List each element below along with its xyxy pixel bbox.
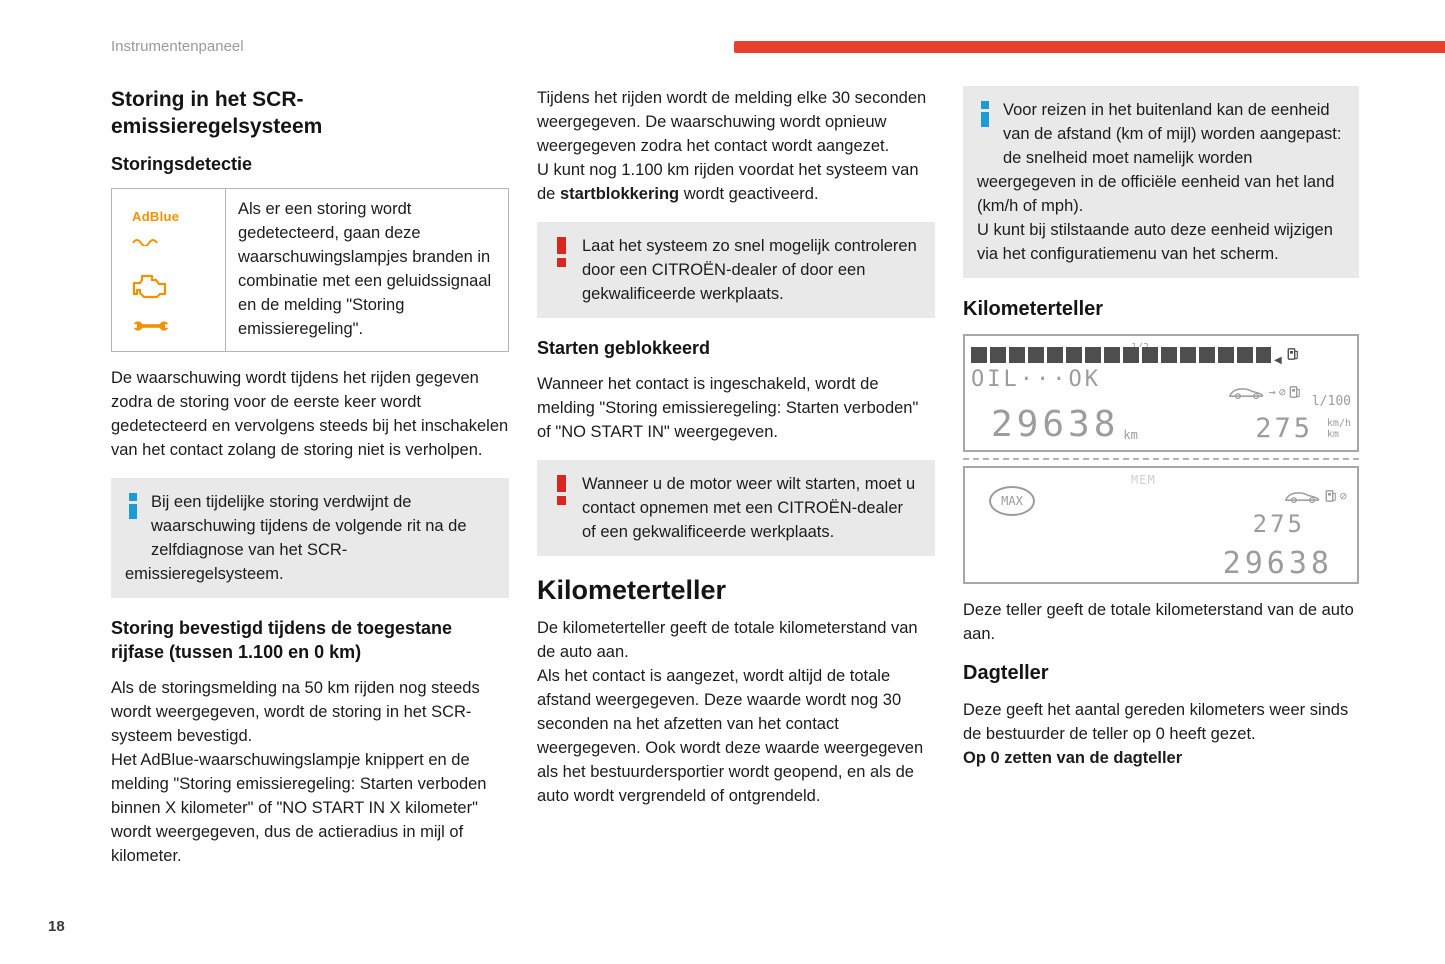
subsection-title-storing-bevestigd: Storing bevestigd tijdens de toegestane rijfase (tussen 1.100 en 0 km) xyxy=(111,618,453,662)
info-note xyxy=(963,86,1359,278)
paragraph: De kilometerteller geeft de totale kilometerstand van de auto aan. xyxy=(537,619,918,661)
fuel-pump-icon xyxy=(1325,489,1337,503)
fuel-gauge-bar xyxy=(971,347,1271,363)
consumption-icons xyxy=(1284,484,1347,508)
note-text: Bij een tijdelijke storing verdwijnt de waarschuwing tijdens de volgende rit na de zelfdiagnose van het SCR-emissieregelsysteem. xyxy=(125,493,467,583)
no-symbol-icon: ⊘ xyxy=(1278,385,1286,399)
paragraph: Tijdens het rijden wordt de melding elke 30 seconden weergegeven. De waarschuwing wordt opnieuw weergegeven zodra het contact wordt aangezet. xyxy=(537,89,927,155)
paragraph xyxy=(537,158,935,206)
no-symbol-icon: ⊘ xyxy=(1339,489,1347,503)
arrow-icon: → xyxy=(1268,385,1276,399)
note-text: Wanneer u de motor weer wilt starten, moet u contact opnemen met een CITROËN-dealer of een gekwalificeerde werkplaats. xyxy=(582,475,916,541)
text-run: wordt geactiveerd. xyxy=(679,185,819,203)
adblue-icon xyxy=(132,205,179,253)
subsection-title-kilometerteller: Kilometerteller xyxy=(963,298,1104,320)
paragraph: Als de storingsmelding na 50 km rijden nog steeds wordt weergegeven, wordt de storing in het SCR-systeem bevestigd. xyxy=(111,679,480,745)
subsection-title-starten-geblokkeerd: Starten geblokkeerd xyxy=(537,338,711,358)
engine-warning-icon xyxy=(132,273,168,299)
column-middle xyxy=(537,86,935,868)
gauge-marker-icon: ◀ xyxy=(1274,355,1282,366)
trip-value: 275 xyxy=(1255,413,1313,444)
column-right xyxy=(963,86,1359,868)
odometer-display-figure xyxy=(963,334,1359,584)
warning-icon xyxy=(557,475,566,521)
info-note xyxy=(111,478,509,598)
car-icon xyxy=(1284,489,1322,504)
paragraph: Deze geeft het aantal gereden kilometers weer sinds de bestuurder de teller op 0 heeft gezet. xyxy=(963,701,1349,743)
oil-status-text: OIL···OK xyxy=(971,367,1101,392)
wrench-icon xyxy=(132,319,170,333)
subsection-title-storingsdetectie: Storingsdetectie xyxy=(111,154,253,174)
bold-term: startblokkering xyxy=(559,185,680,203)
odometer-value: 29638 xyxy=(991,404,1120,445)
adblue-wave-icon xyxy=(132,238,166,246)
paragraph-bold: Op 0 zetten van de dagteller xyxy=(963,749,1183,767)
section-title-kilometerteller: Kilometerteller xyxy=(537,575,727,605)
trip-unit-bottom: km xyxy=(1326,429,1339,440)
info-icon xyxy=(981,101,989,147)
trip-unit-top: km/h xyxy=(1326,418,1351,429)
car-icon xyxy=(1228,385,1266,400)
section-title-scr: Storing in het SCR-emissieregelsysteem xyxy=(111,88,323,138)
consumption-icons xyxy=(1228,380,1301,404)
fuel-pump-icon xyxy=(1289,385,1301,399)
text-run: U kunt nog 1.100 km rijden voordat het systeem van de xyxy=(537,161,919,203)
header-accent-bar xyxy=(734,41,1445,53)
column-left xyxy=(111,86,509,868)
figure-caption: Deze teller geeft de totale kilometerstand van de auto aan. xyxy=(963,601,1354,643)
note-text: Voor reizen in het buitenland kan de eenheid van de afstand (km of mijl) worden aangepast: de snelheid moet namelijk worden weergegeven in de officiële eenheid van het land (km/h of mph). xyxy=(977,101,1342,215)
subsection-title-dagteller: Dagteller xyxy=(963,662,1049,684)
consumption-unit-label: l/100 xyxy=(1311,394,1351,409)
paragraph: Als het contact is aangezet, wordt altijd de totale afstand weergegeven. Deze waarde wordt nog 30 seconden na het afzetten van het contact weergegeven. Ook wordt deze waarde weergegeven als het bestuurdersportier wordt geopend, en als de auto wordt vergrendeld of ontgrendeld. xyxy=(537,667,924,805)
info-icon xyxy=(129,493,137,539)
fuel-pump-icon xyxy=(1287,347,1299,361)
warning-lamps-table xyxy=(111,188,509,352)
warning-note xyxy=(537,460,935,556)
page-number: 18 xyxy=(48,918,65,935)
warning-icon xyxy=(557,237,566,283)
running-header: Instrumentenpaneel xyxy=(111,38,244,55)
warning-note xyxy=(537,222,935,318)
lower-trip-value: 275 xyxy=(1252,510,1305,538)
note-text: Laat het systeem zo snel mogelijk controleren door een CITROËN-dealer of door een gekwalificeerde werkplaats. xyxy=(582,237,917,303)
mem-label: MEM xyxy=(1131,473,1156,487)
adblue-label: AdBlue xyxy=(132,209,180,224)
trip-units xyxy=(1327,418,1351,440)
content-columns xyxy=(111,86,1359,868)
lower-odometer-value: 29638 xyxy=(1222,546,1333,581)
warning-lamp-icons xyxy=(112,189,226,351)
paragraph: Het AdBlue-waarschuwingslampje knippert en de melding "Storing emissieregeling: Starten verboden binnen X kilometer" of "NO START IN X kilometer" wordt weergegeven, dus de actieradius in mijl of kilometer. xyxy=(111,751,487,865)
paragraph: Wanneer het contact is ingeschakeld, wordt de melding "Storing emissieregeling: Starten verboden" of "NO START IN" weergegeven. xyxy=(537,375,919,441)
paragraph: De waarschuwing wordt tijdens het rijden gegeven zodra de storing voor de eerste keer wordt gedetecteerd en vervolgens steeds bij het inschakelen van het contact zolang de storing niet is verholpen. xyxy=(111,369,509,459)
max-badge: MAX xyxy=(989,486,1035,516)
odometer-readout xyxy=(991,404,1138,445)
odometer-display-lower xyxy=(963,466,1359,584)
odometer-unit: km xyxy=(1123,428,1138,442)
display-divider xyxy=(963,458,1359,460)
note-text: U kunt bij stilstaande auto deze eenheid wijzigen via het configuratiemenu van het scherm. xyxy=(977,221,1333,263)
warning-lamp-description: Als er een storing wordt gedetecteerd, gaan deze waarschuwingslampjes branden in combinatie met een geluidssignaal en de melding "Storing emissieregeling". xyxy=(238,200,492,338)
odometer-display-upper xyxy=(963,334,1359,452)
